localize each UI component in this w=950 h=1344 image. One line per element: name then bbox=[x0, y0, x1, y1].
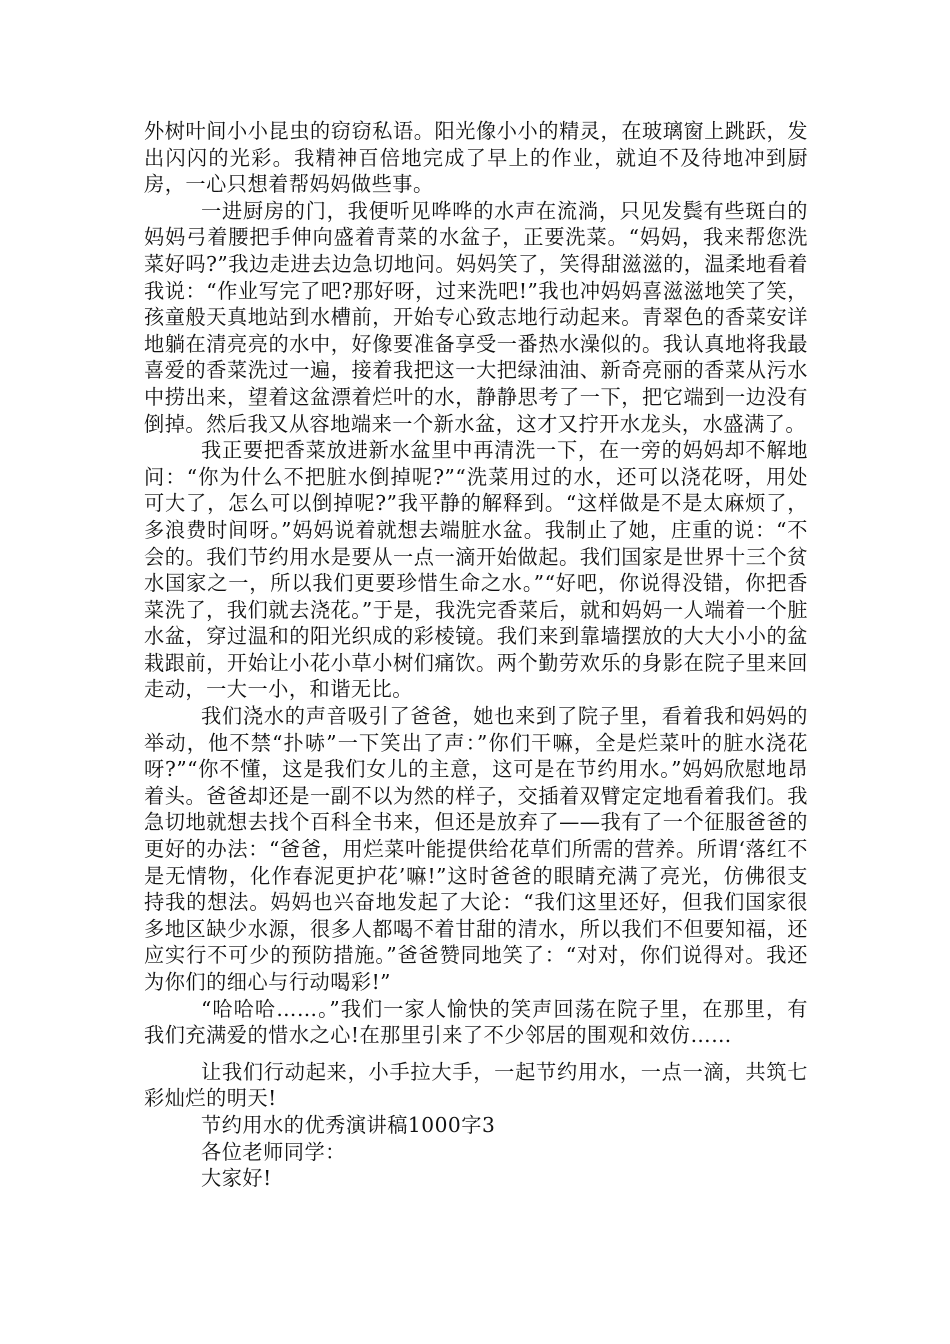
paragraph-1: 外树叶间小小昆虫的窃窃私语。阳光像小小的精灵，在玻璃窗上跳跃，发出闪闪的光彩。我精神百倍地完成了早上的作业，就迫不及待地冲到厨房，一心只想着帮妈妈做些事。 bbox=[144, 119, 808, 197]
paragraph-2: 一进厨房的门，我便听见哗哗的水声在流淌，只见发鬓有些斑白的妈妈弓着腰把手伸向盛着青菜的水盆子，正要洗菜。“妈妈，我来帮您洗菜好吗?”我边走进去边急切地问。妈妈笑了，笑得甜滋滋的，温柔地看着我说：“作业写完了吧?那好呀，过来洗吧!”我也冲妈妈喜滋滋地笑了笑，孩童般天真地站到水槽前，开始专心致志地行动起来。青翠色的香菜安详地躺在清亮亮的水中，好像要准备享受一番热水澡似的。我认真地将我最喜爱的香菜洗过一遍，接着我把这一大把绿油油、新奇亮丽的香菜从污水中捞出来，望着这盆漂着烂叶的水，静静思考了一下，把它端到一边没有倒掉。然后我又从容地端来一个新水盆，这才又拧开水龙头，水盛满了。 bbox=[144, 198, 808, 436]
document-body bbox=[144, 118, 808, 1192]
paragraph-3: 我正要把香菜放进新水盆里中再清洗一下，在一旁的妈妈却不解地问：“你为什么不把脏水倒掉呢?”“洗菜用过的水，还可以浇花呀，用处可大了，怎么可以倒掉呢?”我平静的解释到。“这样做是不是太麻烦了，多浪费时间呀。”妈妈说着就想去端脏水盆。我制止了她，庄重的说：“不会的。我们节约用水是要从一点一滴开始做起。我们国家是世界十三个贫水国家之一，所以我们更要珍惜生命之水。”“好吧，你说得没错，你把香菜洗了，我们就去浇花。”于是，我洗完香菜后，就和妈妈一人端着一个脏水盆，穿过温和的阳光织成的彩棱镜。我们来到靠墙摆放的大大小小的盆栽跟前，开始让小花小草小树们痛饮。两个勤劳欢乐的身影在院子里来回走动，一大一小，和谐无比。 bbox=[144, 438, 808, 702]
greeting: 大家好! bbox=[201, 1166, 272, 1191]
paragraph-6: 让我们行动起来，小手拉大手，一起节约用水，一点一滴，共筑七彩灿烂的明天! bbox=[144, 1059, 808, 1111]
paragraph-4: 我们浇水的声音吸引了爸爸，她也来到了院子里，看着我和妈妈的举动，他不禁“扑哧”一下笑出了声：”你们干嘛，全是烂菜叶的脏水浇花呀?”“你不懂，这是我们女儿的主意，这可是在节约用水。”妈妈欣慰地昂着头。爸爸却还是一副不以为然的样子，交插着双臂定定地看着我们。我急切地就想去找个百科全书来，但还是放弃了——我有了一个征服爸爸的更好的办法：“爸爸，用烂菜叶能提供给花草们所需的营养。所谓‘落红不是无情物，化作春泥更护花’嘛!”这时爸爸的眼睛充满了亮光，仿佛很支持我的想法。妈妈也兴奋地发起了大论：“我们这里还好，但我们国家很多地区缺少水源，很多人都喝不着甘甜的清水，所以我们不但要知福，还应实行不可少的预防措施。”爸爸赞同地笑了：“对对，你们说得对。我还为你们的细心与行动喝彩!” bbox=[144, 704, 808, 994]
salutation: 各位老师同学： bbox=[201, 1139, 346, 1164]
section-title: 节约用水的优秀演讲稿1000字3 bbox=[201, 1112, 496, 1137]
paragraph-5: “哈哈哈……。”我们一家人愉快的笑声回荡在院子里，在那里，有我们充满爱的惜水之心!在那里引来了不少邻居的围观和效仿…… bbox=[144, 996, 808, 1048]
